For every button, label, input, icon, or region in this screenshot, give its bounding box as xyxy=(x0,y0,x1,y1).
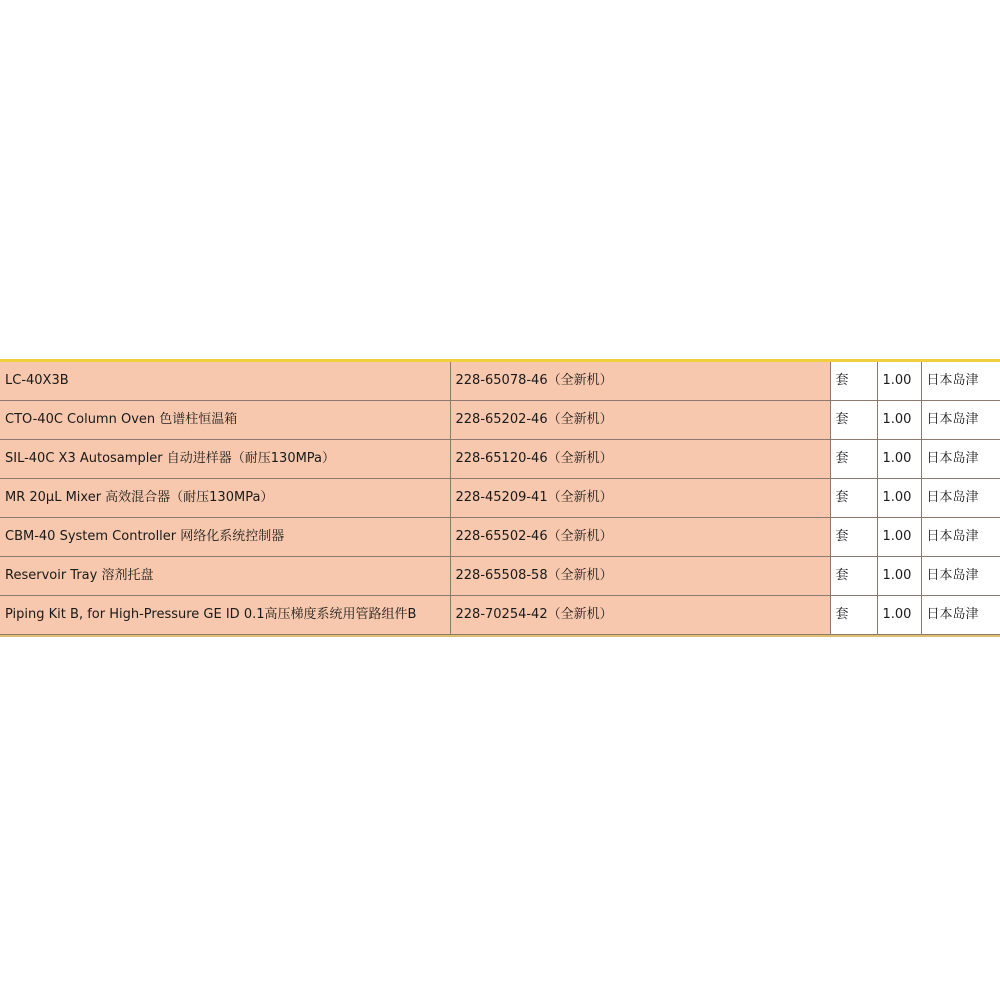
part-number-cell[interactable]: 228-65202-46（全新机） xyxy=(450,401,830,440)
item-name-cell[interactable]: Reservoir Tray 溶剂托盘 xyxy=(0,557,450,596)
parts-table xyxy=(0,362,1000,635)
part-number-cell[interactable]: 228-65120-46（全新机） xyxy=(450,440,830,479)
quantity-cell[interactable]: 1.00 xyxy=(877,518,921,557)
item-name-cell[interactable]: CTO-40C Column Oven 色谱柱恒温箱 xyxy=(0,401,450,440)
quantity-cell[interactable]: 1.00 xyxy=(877,440,921,479)
table-row xyxy=(0,362,1000,401)
parts-list-sheet xyxy=(0,359,1000,637)
item-name-cell[interactable]: Piping Kit B, for High-Pressure GE ID 0.1高压梯度系统用管路组件B xyxy=(0,596,450,635)
manufacturer-cell[interactable]: 日本岛津 xyxy=(921,518,1000,557)
part-number-cell[interactable]: 228-70254-42（全新机） xyxy=(450,596,830,635)
unit-cell[interactable]: 套 xyxy=(830,362,877,401)
quantity-cell[interactable]: 1.00 xyxy=(877,401,921,440)
part-number-cell[interactable]: 228-65502-46（全新机） xyxy=(450,518,830,557)
item-name-cell[interactable]: CBM-40 System Controller 网络化系统控制器 xyxy=(0,518,450,557)
table-row xyxy=(0,518,1000,557)
unit-cell[interactable]: 套 xyxy=(830,401,877,440)
table-row xyxy=(0,557,1000,596)
item-name-cell[interactable]: LC-40X3B xyxy=(0,362,450,401)
table-row xyxy=(0,479,1000,518)
manufacturer-cell[interactable]: 日本岛津 xyxy=(921,401,1000,440)
part-number-cell[interactable]: 228-45209-41（全新机） xyxy=(450,479,830,518)
unit-cell[interactable]: 套 xyxy=(830,518,877,557)
unit-cell[interactable]: 套 xyxy=(830,596,877,635)
table-row xyxy=(0,440,1000,479)
manufacturer-cell[interactable]: 日本岛津 xyxy=(921,557,1000,596)
manufacturer-cell[interactable]: 日本岛津 xyxy=(921,479,1000,518)
unit-cell[interactable]: 套 xyxy=(830,440,877,479)
table-row xyxy=(0,596,1000,635)
quantity-cell[interactable]: 1.00 xyxy=(877,596,921,635)
table-row xyxy=(0,401,1000,440)
parts-table-body xyxy=(0,362,1000,635)
quantity-cell[interactable]: 1.00 xyxy=(877,557,921,596)
part-number-cell[interactable]: 228-65078-46（全新机） xyxy=(450,362,830,401)
item-name-cell[interactable]: SIL-40C X3 Autosampler 自动进样器（耐压130MPa） xyxy=(0,440,450,479)
part-number-cell[interactable]: 228-65508-58（全新机） xyxy=(450,557,830,596)
quantity-cell[interactable]: 1.00 xyxy=(877,479,921,518)
manufacturer-cell[interactable]: 日本岛津 xyxy=(921,596,1000,635)
quantity-cell[interactable]: 1.00 xyxy=(877,362,921,401)
item-name-cell[interactable]: MR 20μL Mixer 高效混合器（耐压130MPa） xyxy=(0,479,450,518)
unit-cell[interactable]: 套 xyxy=(830,557,877,596)
manufacturer-cell[interactable]: 日本岛津 xyxy=(921,362,1000,401)
unit-cell[interactable]: 套 xyxy=(830,479,877,518)
manufacturer-cell[interactable]: 日本岛津 xyxy=(921,440,1000,479)
